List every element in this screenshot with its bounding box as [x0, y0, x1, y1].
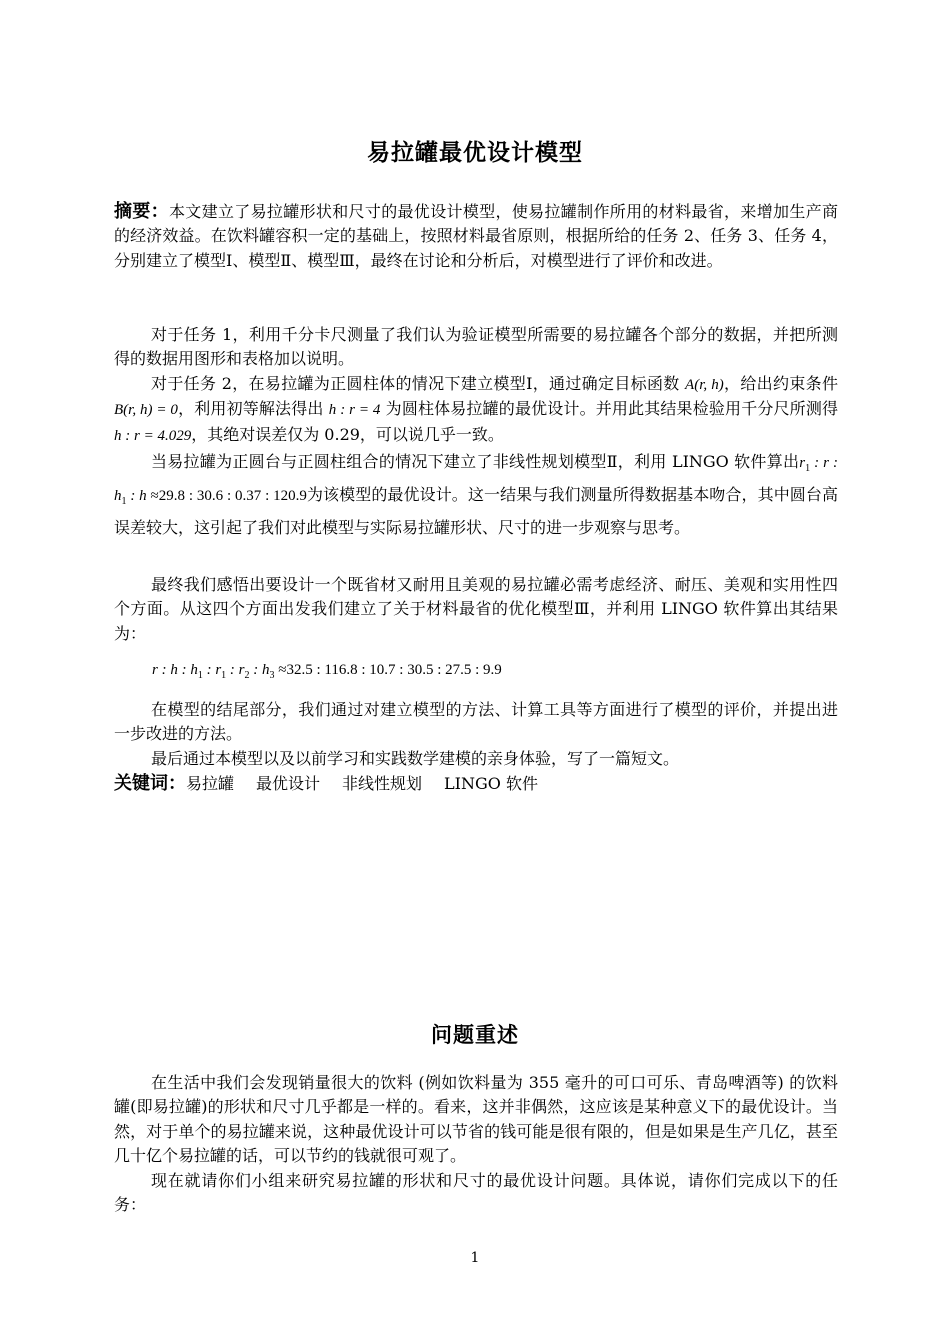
keyword-4: LINGO 软件 — [444, 774, 538, 793]
problem-paragraph-1: 在生活中我们会发现销量很大的饮料 (例如饮料量为 355 毫升的可口可乐、青岛啤酒等) 的饮料罐(即易拉罐)的形状和尺寸几乎都是一样的。看来，这并非偶然，这应该是某种意义下的最优设计。当然，对于单个的易拉罐来说，这种最优设计可以节省的钱可能是很有限的，但是如果是生产几亿，甚至几十亿个易拉罐的话，可以节约的钱就很可观了。 — [114, 1073, 838, 1166]
problem-paragraph-2: 现在就请你们小组来研究易拉罐的形状和尺寸的最优设计问题。具体说，请你们完成以下的任务： — [114, 1171, 838, 1215]
abstract-label: 摘要： — [114, 201, 169, 222]
evaluation-paragraph: 在模型的结尾部分，我们通过对建立模型的方法、计算工具等方面进行了模型的评价，并提出进一步改进的方法。 — [114, 700, 838, 744]
optimal-ratio: h : r = 4 — [328, 402, 381, 419]
keyword-2: 最优设计 — [256, 774, 321, 793]
constraint-function: B(r, h) = 0 — [114, 402, 178, 419]
model3-formula: r : h : $h_1$ : $r_1$ : $r_2$ : $h_3 \approx 32.5$ : 116.8 : 10.7 : 30.5 : 27.5 : 9.9 — [152, 662, 502, 681]
task3-paragraph: 当易拉罐为正圆台与正圆柱组合的情况下建立了非线性规划模型Ⅱ，利用 LINGO 软件算出$r_1$ : r : $h_1$ : h ≈29.8 : 30.6 : 0.37 : 120.9为该模型的最优设计。这一结果与我们测量所得数据基本吻合，其中圆台高误差较大，这引起了我们对此模型与实际易拉罐形状、尺寸的进一步观察与思考。 — [114, 452, 838, 537]
page-number: 1 — [470, 1250, 480, 1266]
task2-paragraph: 对于任务 2，在易拉罐为正圆柱体的情况下建立模型Ⅰ，通过确定目标函数 A(r, h)，给出约束条件 B(r, h) = 0，利用初等解法得出 h : r = 4 为圆柱体易拉罐的最优设计。并用此其结果检验用千分尺所测得 h : r = 4.029，其绝对误差仅为 0.29，可以说几乎一致。 — [114, 374, 838, 444]
abstract-text: 本文建立了易拉罐形状和尺寸的最优设计模型，使易拉罐制作所用的材料最省，来增加生产商的经济效益。在饮料罐容积一定的基础上，按照材料最省原则，根据所给的任务 2、任务 3、任务 4，分别建立了模型Ⅰ、模型Ⅱ、模型Ⅲ，最终在讨论和分析后，对模型进行了评价和改进。 — [114, 202, 838, 270]
keywords-label: 关键词： — [114, 773, 186, 794]
keyword-1: 易拉罐 — [186, 774, 235, 793]
page-title: 易拉罐最优设计模型 — [367, 140, 583, 166]
task4-paragraph: 最终我们感悟出要设计一个既省材又耐用且美观的易拉罐必需考虑经济、耐压、美观和实用性四个方面。从这四个方面出发我们建立了关于材料最省的优化模型Ⅲ，并利用 LINGO 软件算出其结果为： — [114, 575, 838, 643]
essay-paragraph: 最后通过本模型以及以前学习和实践数学建模的亲身体验，写了一篇短文。 — [151, 749, 680, 768]
task1-paragraph: 对于任务 1，利用千分卡尺测量了我们认为验证模型所需要的易拉罐各个部分的数据，并把所测得的数据用图形和表格加以说明。 — [114, 325, 838, 369]
keywords-line — [114, 772, 838, 796]
keyword-3: 非线性规划 — [342, 774, 423, 793]
model2-formula: $r_1$ : r : $h_1$ : h ≈29.8 : 30.6 : 0.37 : 120.9 — [114, 455, 838, 507]
objective-function: A(r, h) — [685, 377, 724, 393]
abstract-paragraph — [114, 200, 838, 273]
section-title-problem: 问题重述 — [431, 1023, 519, 1047]
measured-ratio: h : r = 4.029 — [114, 427, 192, 444]
